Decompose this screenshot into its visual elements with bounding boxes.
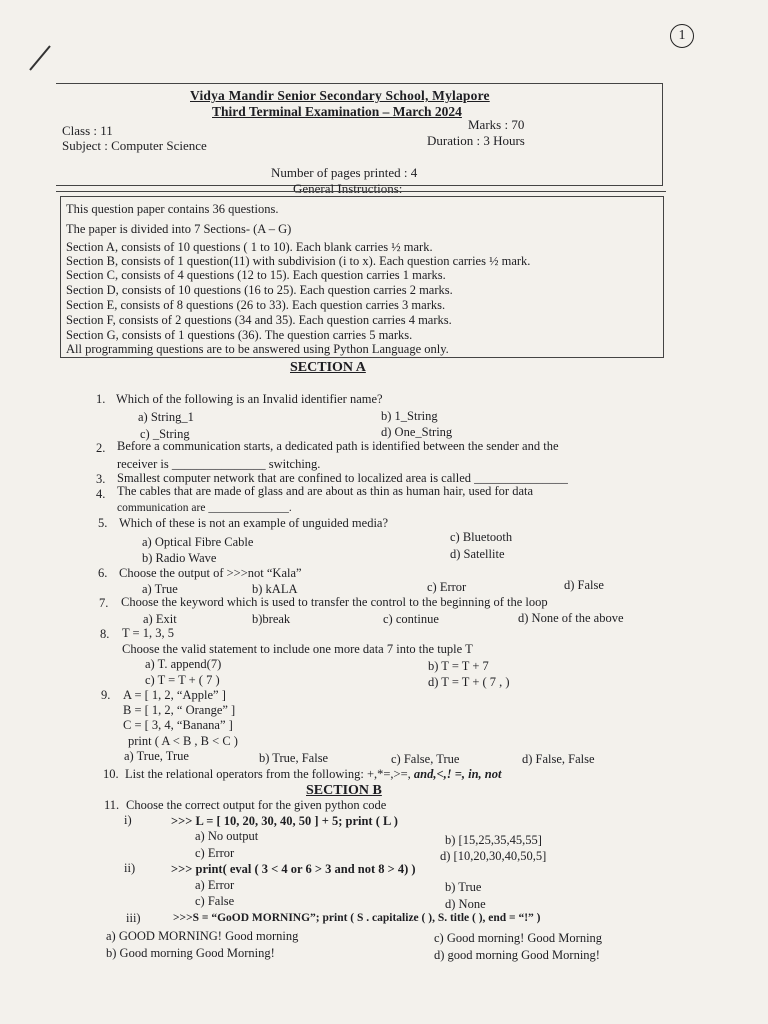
- option: a) Error: [195, 878, 235, 892]
- question-text: Choose the output of >>>not “Kala”: [119, 566, 302, 580]
- option: c) Error: [195, 846, 235, 860]
- instruction-line: Section B, consists of 1 question(11) with subdivision (i to x). Each question carries ½ mark.: [66, 254, 531, 268]
- general-instructions-heading: General Instructions:: [293, 181, 403, 196]
- instruction-line: Section G, consists of 1 questions (36). The question carries 5 marks.: [66, 328, 413, 342]
- option: d) T = T + ( 7 , ): [428, 675, 510, 689]
- instruction-line: Section A, consists of 10 questions ( 1 to 10). Each blank carries ½ mark.: [66, 240, 433, 254]
- question-text: T = 1, 3, 5: [122, 626, 174, 640]
- option: d) One_String: [381, 425, 453, 439]
- operator-list: and,<,! =, in, not: [413, 767, 502, 781]
- question-text: Which of these is not an example of unguided media?: [119, 516, 389, 530]
- option: a) No output: [195, 829, 259, 843]
- class-label: Class : 11: [62, 123, 113, 138]
- marks: Marks : 70: [468, 117, 525, 132]
- sub-question-label: iii): [126, 911, 141, 925]
- option: d) False, False: [522, 752, 595, 766]
- option: a) Optical Fibre Cable: [142, 535, 254, 549]
- question-text: Choose the correct output for the given python code: [126, 798, 387, 812]
- divider: [56, 191, 666, 192]
- instruction-line: Section E, consists of 8 questions (26 to 33). Each question carries 3 marks.: [66, 298, 446, 312]
- option: b) Good morning Good Morning!: [106, 946, 275, 960]
- option: d) False: [564, 578, 604, 592]
- question-text: Before a communication starts, a dedicated path is identified between the sender and the: [117, 439, 559, 453]
- option: c) False, True: [391, 752, 460, 766]
- option: a) Exit: [143, 612, 177, 626]
- question-number: 11.: [104, 798, 120, 812]
- instruction-line: The paper is divided into 7 Sections- (A – G): [66, 222, 292, 236]
- exam-title: Third Terminal Examination – March 2024: [212, 104, 462, 119]
- duration: Duration : 3 Hours: [427, 133, 525, 148]
- sub-question-label: ii): [124, 861, 136, 875]
- option: d) good morning Good Morning!: [434, 948, 600, 962]
- question-text: [125, 767, 501, 782]
- question-number: 4.: [96, 487, 106, 501]
- question-text: The cables that are made of glass and are about as thin as human hair, used for data: [117, 484, 534, 498]
- option: c) Good morning! Good Morning: [434, 931, 603, 945]
- option: b) [15,25,35,45,55]: [445, 833, 542, 847]
- question-text: Choose the valid statement to include one more data 7 into the tuple T: [122, 642, 473, 656]
- question-number: 9.: [101, 688, 111, 702]
- instruction-line: All programming questions are to be answered using Python Language only.: [66, 342, 449, 356]
- option: d) Satellite: [450, 547, 505, 561]
- instruction-line: Section C, consists of 4 questions (12 to 15). Each question carries 1 marks.: [66, 268, 446, 282]
- option: c) False: [195, 894, 235, 908]
- question-number: 1.: [96, 392, 106, 406]
- question-text: A = [ 1, 2, “Apple” ]: [123, 688, 226, 702]
- question-number: 8.: [100, 627, 110, 641]
- option: c) Error: [427, 580, 467, 594]
- instruction-line: Section D, consists of 10 questions (16 to 25). Each question carries 2 marks.: [66, 283, 453, 297]
- option: b) 1_String: [381, 409, 438, 423]
- question-number: 6.: [98, 566, 108, 580]
- section-a-title: SECTION A: [290, 360, 366, 375]
- instruction-line: Section F, consists of 2 questions (34 and 35). Each question carries 4 marks.: [66, 313, 452, 327]
- option: b)break: [252, 612, 291, 626]
- pen-mark-icon: [28, 42, 54, 72]
- option: a) True, True: [124, 749, 189, 763]
- option: b) kALA: [252, 582, 298, 596]
- option: b) Radio Wave: [142, 551, 217, 565]
- option: a) String_1: [138, 410, 194, 424]
- question-number: 10.: [103, 767, 119, 781]
- option: a) True: [142, 582, 178, 596]
- question-text-main: List the relational operators from the following: +,*=,>=,: [125, 767, 414, 781]
- option: a) GOOD MORNING! Good morning: [106, 929, 299, 943]
- option: c) _String: [140, 427, 190, 441]
- question-text: communication are ______________.: [117, 502, 292, 514]
- option: b) T = T + 7: [428, 659, 489, 673]
- sub-question-label: i): [124, 813, 132, 827]
- code-line: >>> L = [ 10, 20, 30, 40, 50 ] + 5; print ( L ): [171, 814, 398, 828]
- question-text: Which of the following is an Invalid identifier name?: [116, 392, 383, 406]
- question-text: print ( A < B , B < C ): [128, 734, 238, 748]
- question-text: C = [ 3, 4, “Banana” ]: [123, 718, 233, 732]
- instruction-line: This question paper contains 36 questions.: [66, 202, 279, 216]
- code-line: >>> print( eval ( 3 < 4 or 6 > 3 and not 8 > 4) ): [171, 862, 416, 876]
- section-b-title: SECTION B: [306, 783, 382, 798]
- subject-label: Subject : Computer Science: [62, 138, 207, 153]
- question-number: 3.: [96, 472, 106, 486]
- question-text: Smallest computer network that are confined to localized area is called _______________: [117, 471, 568, 485]
- option: b) True, False: [259, 751, 329, 765]
- option: d) None: [445, 897, 486, 911]
- code-line: >>>S = “GoOD MORNING”; print ( S . capitalize ( ), S. title ( ), end = “!” ): [173, 912, 541, 924]
- question-text: receiver is _______________ switching.: [117, 457, 321, 471]
- school-name: Vidya Mandir Senior Secondary School, Mylapore: [190, 88, 490, 103]
- option: d) None of the above: [518, 611, 624, 625]
- page-number: 1: [670, 24, 694, 48]
- question-number: 5.: [98, 516, 108, 530]
- option: c) continue: [383, 612, 439, 626]
- option: b) True: [445, 880, 482, 894]
- question-text: Choose the keyword which is used to transfer the control to the beginning of the loop: [121, 595, 548, 609]
- question-number: 2.: [96, 441, 106, 455]
- option: c) Bluetooth: [450, 530, 513, 544]
- pages-printed: Number of pages printed : 4: [271, 165, 418, 180]
- option: c) T = T + ( 7 ): [145, 673, 220, 687]
- option: d) [10,20,30,40,50,5]: [440, 849, 547, 863]
- question-text: B = [ 1, 2, “ Orange” ]: [123, 703, 236, 717]
- question-number: 7.: [99, 596, 109, 610]
- option: a) T. append(7): [145, 657, 222, 671]
